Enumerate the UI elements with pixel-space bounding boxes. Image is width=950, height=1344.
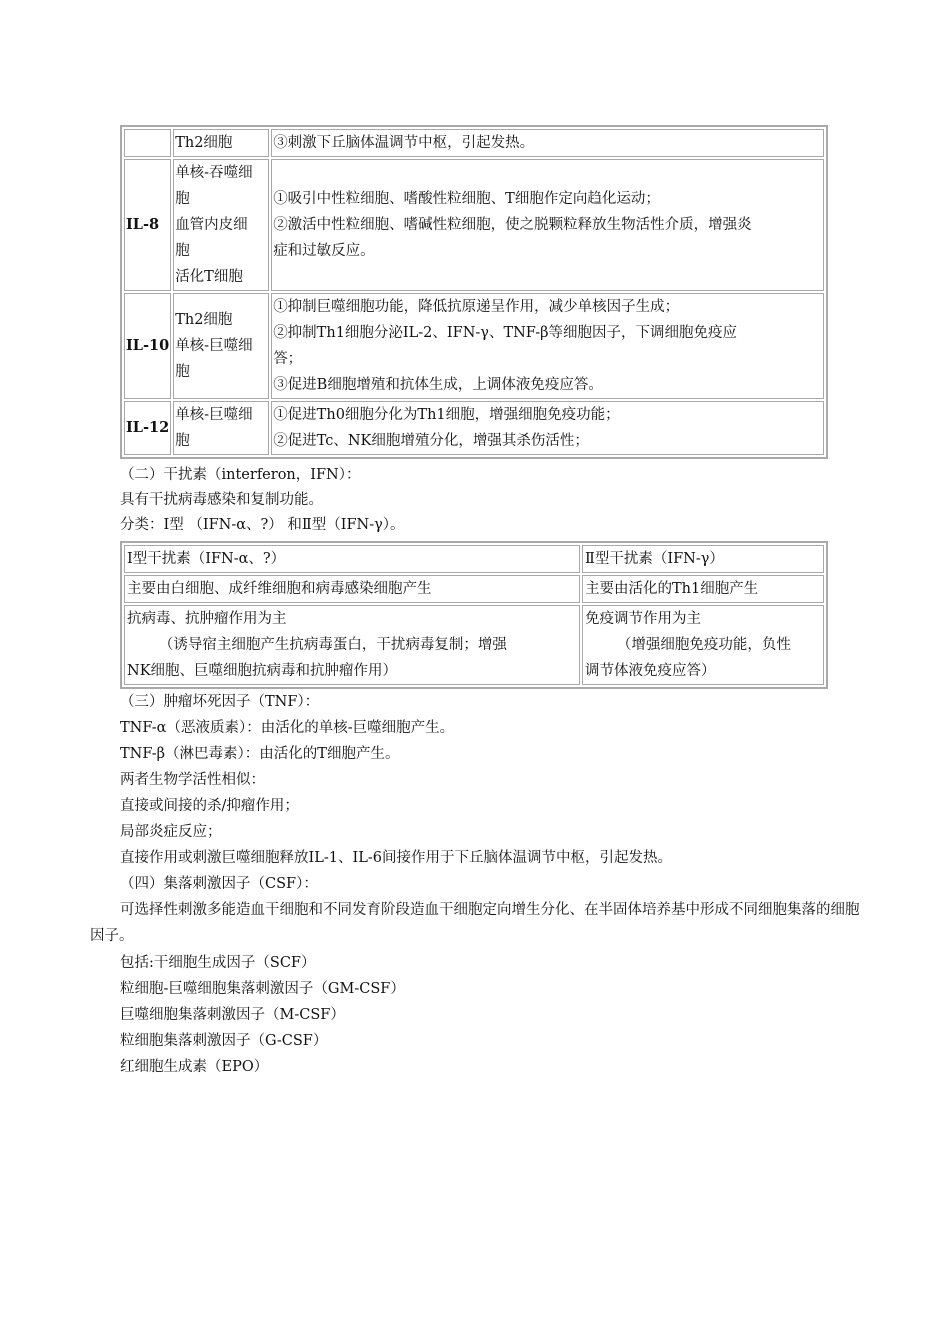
tnf-line: TNF-β（淋巴毒素）：由活化的T细胞产生。 xyxy=(120,746,400,762)
cytokine-function xyxy=(271,293,824,399)
tnf-line: 两者生物学活性相似： xyxy=(120,772,265,788)
cytokine-source xyxy=(173,293,269,399)
cytokine-function xyxy=(271,401,824,455)
ifn-type1-cell xyxy=(124,575,580,603)
source-line: 活化T细胞 xyxy=(175,269,243,285)
function-line: ③刺激下丘脑体温调节中枢，引起发热。 xyxy=(273,135,535,151)
table-row xyxy=(124,605,824,685)
cell-text: 主要由白细胞、成纤维细胞和病毒感染细胞产生 xyxy=(127,581,432,597)
source-line: 单核-吞噬细 xyxy=(175,165,253,181)
table-row xyxy=(124,545,824,573)
csf-line: 巨噬细胞集落刺激因子（M-CSF） xyxy=(120,1007,345,1023)
tnf-line: 直接作用或刺激巨噬细胞释放IL-1、IL-6间接作用于下丘脑体温调节中枢，引起发热。 xyxy=(120,850,672,866)
source-line: Th2细胞 xyxy=(175,135,233,151)
cytokine-function xyxy=(271,159,824,291)
cytokine-name: IL-8 xyxy=(124,159,171,291)
ifn-table xyxy=(120,541,828,689)
ifn-type2-cell xyxy=(582,575,824,603)
table-row xyxy=(124,159,824,291)
csf-paragraph: 可选择性刺激多能造血干细胞和不同发育阶段造血干细胞定向增生分化、在半固体培养基中形成不同细胞集落的细胞因子。 xyxy=(90,902,860,944)
function-line: ①抑制巨噬细胞功能，降低抗原递呈作用，减少单核因子生成； xyxy=(273,299,680,315)
function-line: ②促进Tc、NK细胞增殖分化，增强其杀伤活性； xyxy=(273,433,589,449)
cell-text: 主要由活化的Th1细胞产生 xyxy=(585,581,759,597)
source-line: 单核-巨噬细 xyxy=(175,407,253,423)
function-line: ①促进Th0细胞分化为Th1细胞，增强细胞免疫功能； xyxy=(273,407,620,423)
csf-line: 粒细胞-巨噬细胞集落刺激因子（GM-CSF） xyxy=(120,981,405,997)
table-row xyxy=(124,129,824,157)
source-line: 胞 xyxy=(175,191,190,207)
cytokine-function xyxy=(271,129,824,157)
cell-text: Ⅱ型干扰素（IFN-γ） xyxy=(585,551,724,567)
cell-text: （诱导宿主细胞产生抗病毒蛋白，干扰病毒复制；增强 xyxy=(158,637,507,653)
cell-text: Ⅰ型干扰素（IFN-α、?） xyxy=(127,551,286,567)
cytokine-name xyxy=(124,129,171,157)
ifn-line-function: 具有干扰病毒感染和复制功能。 xyxy=(120,492,323,508)
ifn-heading: （二）干扰素（interferon，IFN）： xyxy=(120,467,361,483)
source-line: Th2细胞 xyxy=(175,312,233,328)
table-row xyxy=(124,293,824,399)
cytokine-source xyxy=(173,401,269,455)
cytokine-source xyxy=(173,159,269,291)
cell-text: 调节体液免疫应答） xyxy=(585,663,716,679)
cytokine-source xyxy=(173,129,269,157)
csf-line: 红细胞生成素（EPO） xyxy=(120,1059,269,1075)
function-line: ②激活中性粒细胞、嗜碱性粒细胞，使之脱颗粒释放生物活性介质，增强炎 xyxy=(273,217,752,233)
ifn-type1-cell xyxy=(124,605,580,685)
function-line: 答； xyxy=(273,351,303,367)
cell-text: 免疫调节作用为主 xyxy=(585,611,701,627)
source-line: 单核-巨噬细 xyxy=(175,338,253,354)
csf-line: 包括:干细胞生成因子（SCF） xyxy=(120,955,316,971)
table-row xyxy=(124,575,824,603)
cell-text: （增强细胞免疫功能，负性 xyxy=(616,637,791,653)
cell-text: 抗病毒、抗肿瘤作用为主 xyxy=(127,611,287,627)
ifn-type2-cell xyxy=(582,605,824,685)
function-line: ③促进B细胞增殖和抗体生成，上调体液免疫应答。 xyxy=(273,377,603,393)
table-row xyxy=(124,401,824,455)
tnf-line: 直接或间接的杀/抑瘤作用； xyxy=(120,798,299,814)
source-line: 胞 xyxy=(175,243,190,259)
source-line: 胞 xyxy=(175,433,190,449)
csf-line: 粒细胞集落刺激因子（G-CSF） xyxy=(120,1033,328,1049)
source-line: 胞 xyxy=(175,364,190,380)
tnf-line: 局部炎症反应； xyxy=(120,824,222,840)
tnf-line: TNF-α（恶液质素）：由活化的单核-巨噬细胞产生。 xyxy=(120,720,455,736)
cytokine-name: IL-10 xyxy=(124,293,171,399)
ifn-type2-cell xyxy=(582,545,824,573)
ifn-line-classification: 分类：Ⅰ型 （IFN-α、?） 和Ⅱ型（IFN-γ）。 xyxy=(120,517,405,533)
cell-text: NK细胞、巨噬细胞抗病毒和抗肿瘤作用） xyxy=(127,663,398,679)
function-line: ①吸引中性粒细胞、嗜酸性粒细胞、T细胞作定向趋化运动； xyxy=(273,191,660,207)
cytokine-name: IL-12 xyxy=(124,401,171,455)
ifn-type1-cell xyxy=(124,545,580,573)
function-line: 症和过敏反应。 xyxy=(273,243,375,259)
function-line: ②抑制Th1细胞分泌IL-2、IFN-γ、TNF-β等细胞因子，下调细胞免疫应 xyxy=(273,325,737,341)
cytokine-table xyxy=(120,125,828,459)
source-line: 血管内皮细 xyxy=(175,217,248,233)
csf-heading: （四）集落刺激因子（CSF）： xyxy=(120,876,318,892)
tnf-heading: （三）肿瘤坏死因子（TNF）： xyxy=(120,694,320,710)
